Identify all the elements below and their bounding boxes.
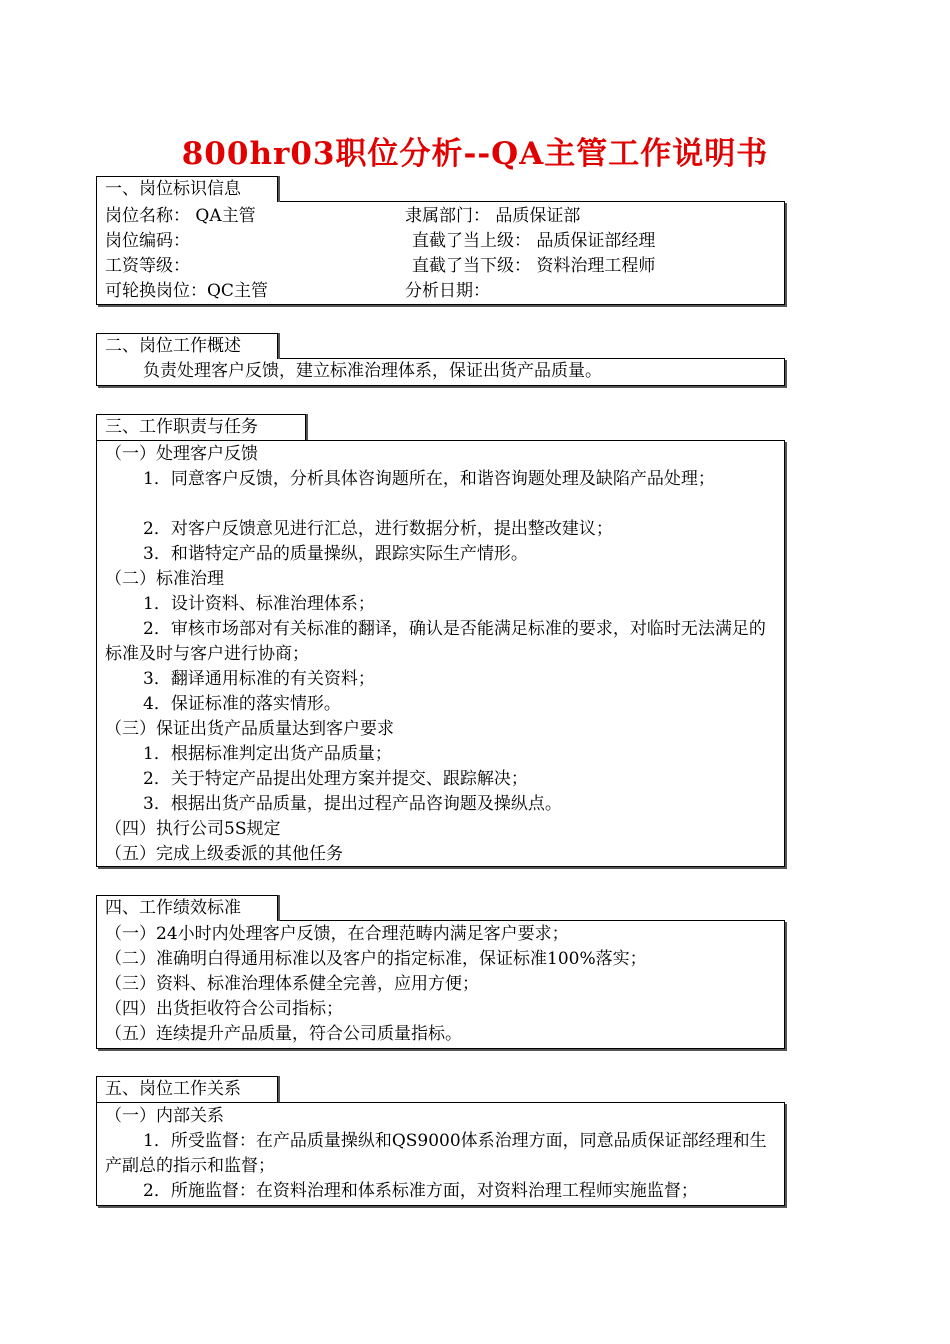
- section-1-box: [96, 201, 785, 305]
- relation-item: 2．所施监督：在资料治理和体系标准方面，对资料治理工程师实施监督；: [143, 1181, 698, 1201]
- section-2-heading: 二、岗位工作概述: [96, 333, 278, 359]
- section-5-heading: 五、岗位工作关系: [96, 1076, 278, 1102]
- direct-superior: 直截了当上级： 品质保证部经理: [412, 231, 656, 251]
- duty-item: 3．翻译通用标准的有关资料；: [143, 669, 375, 689]
- relation-item: 1．所受监督：在产品质量操纵和QS9000体系治理方面，同意品质保证部经理和生产副总的指示和监督；: [105, 1131, 767, 1176]
- duty-group: （一）处理客户反馈: [105, 444, 258, 464]
- section-4-box: [96, 920, 785, 1049]
- performance-item: （三）资料、标准治理体系健全完善，应用方便；: [105, 974, 479, 994]
- position-name: 岗位名称： QA主管: [105, 206, 256, 226]
- department: 隶属部门： 品质保证部: [405, 206, 581, 226]
- performance-item: （四）出货拒收符合公司指标；: [105, 999, 343, 1019]
- performance-item: （一）24小时内处理客户反馈，在合理范畴内满足客户要求；: [105, 924, 569, 944]
- duty-item: 2．审核市场部对有关标准的翻译，确认是否能满足标准的要求，对临时无法满足的标准及时与客户进行协商；: [105, 619, 766, 664]
- rotation-position: 可轮换岗位：QC主管: [105, 281, 268, 301]
- duty-item: 3．根据出货产品质量，提出过程产品咨询题及操纵点。: [143, 794, 562, 814]
- duty-group: （四）执行公司5S规定: [105, 819, 281, 839]
- position-code: 岗位编码：: [105, 231, 190, 251]
- salary-grade: 工资等级：: [105, 256, 190, 276]
- duty-item: 4．保证标准的落实情形。: [143, 694, 341, 714]
- section-5-box: [96, 1102, 785, 1206]
- performance-item: （二）准确明白得通用标准以及客户的指定标准，保证标准100%落实；: [105, 949, 647, 969]
- duty-item: 1．根据标准判定出货产品质量；: [143, 744, 392, 764]
- section-4-heading: 四、工作绩效标准: [96, 895, 278, 921]
- duty-item: 2．对客户反馈意见进行汇总，进行数据分析，提出整改建议；: [143, 519, 613, 539]
- section-3-heading: 三、工作职责与任务: [96, 414, 306, 440]
- duty-item: 3．和谐特定产品的质量操纵，跟踪实际生产情形。: [143, 544, 528, 564]
- direct-subordinate: 直截了当下级： 资料治理工程师: [412, 256, 656, 276]
- document-title: 800hr03职位分析--QA主管工作说明书: [181, 136, 769, 172]
- duty-group: （三）保证出货产品质量达到客户要求: [105, 719, 394, 739]
- duty-group: （二）标准治理: [105, 569, 224, 589]
- performance-item: （五）连续提升产品质量，符合公司质量指标。: [105, 1024, 462, 1044]
- analysis-date: 分析日期：: [405, 281, 490, 301]
- relation-group: （一）内部关系: [105, 1106, 224, 1126]
- section-1-heading: 一、岗位标识信息: [96, 176, 278, 202]
- section-3-box: [96, 440, 785, 867]
- overview-text: 负责处理客户反馈，建立标准治理体系，保证出货产品质量。: [143, 361, 602, 381]
- duty-item: 2．关于特定产品提出处理方案并提交、跟踪解决；: [143, 769, 528, 789]
- section-2-box: [96, 358, 785, 386]
- duty-group: （五）完成上级委派的其他任务: [105, 844, 343, 864]
- duty-item: 1．设计资料、标准治理体系；: [143, 594, 375, 614]
- duty-item: 1．同意客户反馈，分析具体咨询题所在，和谐咨询题处理及缺陷产品处理；: [143, 469, 715, 489]
